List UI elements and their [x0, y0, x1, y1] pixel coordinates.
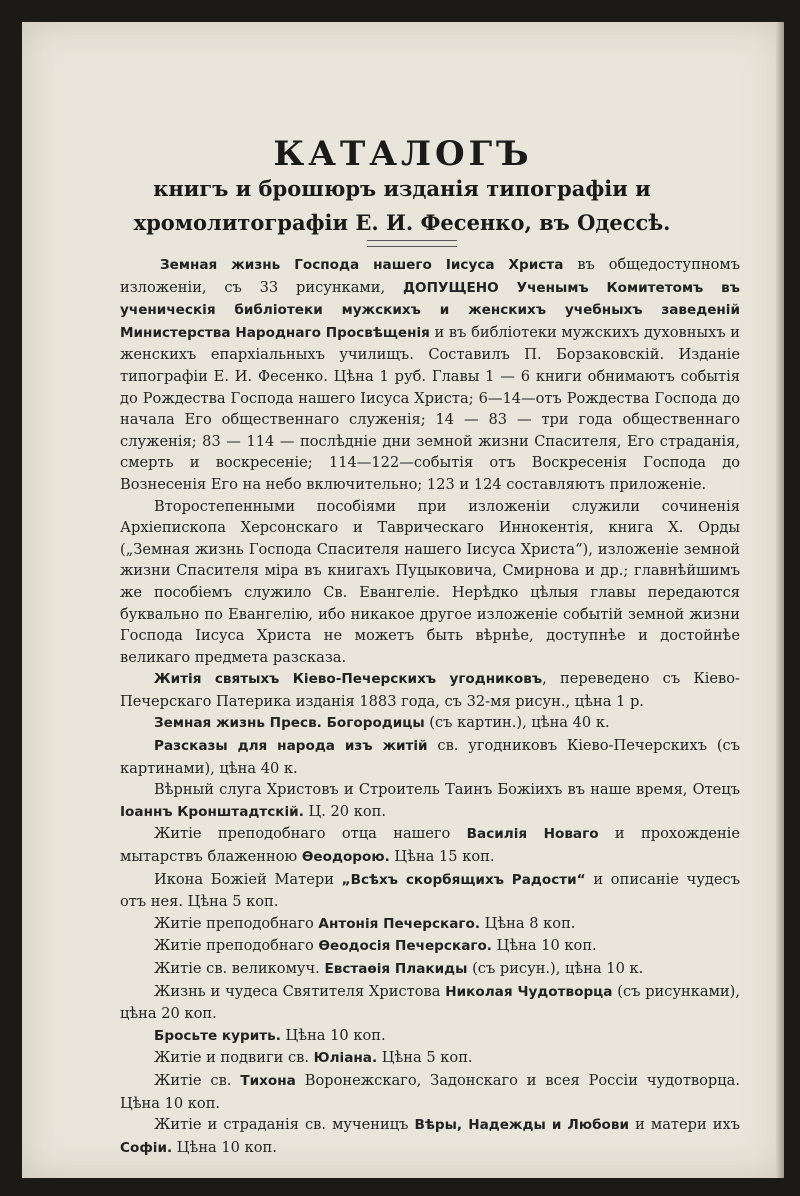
entry-sources-note: Второстепенными пособіями при изложеніи служили сочиненія Архіепископа Херсонскаго и Таврическаго Иннокентія, книга Х. Орды („Земная жизнь Господа Спасителя нашего Іисуса Христа“), изложеніе земной жизни Спасителя міра въ книгахъ Пуцыковича, Смирнова и др.; главнѣйшимъ же пособіемъ служило Св. Евангеліе. Нерѣдко цѣлыя главы передаются буквально по Евангелію, ибо никакое другое изложеніе событій земной жизни Господа Іисуса Христа не можетъ быть вѣрнѣе, доступнѣе и достойнѣе великаго предмета разсказа.: [120, 497, 740, 666]
catalog-subtitle: книгъ и брошюръ изданія типографіи и хромолитографіи Е. И. Фесенко, въ Одессѣ.: [133, 176, 671, 235]
entry-nicholas-wonderworker: Жизнь и чудеса Святителя Христова Николая Чудотворца (съ рисунками), цѣна 20 коп.: [120, 982, 740, 1023]
entry-john-kronstadt: Вѣрный слуга Христовъ и Строитель Таинъ Божіихъ въ наше время, Отецъ Іоаннъ Кронштадтскій. Ц. 20 коп.: [120, 781, 740, 820]
entry-kiev-pechersk-saints: Житія святыхъ Кіево-Печерскихъ угодниковъ, переведено съ Кіево-Печерскаго Патерика изданія 1883 года, съ 32-мя рисун., цѣна 1 р.: [120, 670, 740, 710]
title-divider: [367, 240, 457, 247]
entry-tikhon-zadonsk: Житіе св. Тихона Воронежскаго, Задонскаго и всея Россіи чудотворца. Цѣна 10 коп.: [120, 1071, 740, 1112]
catalog-page: [22, 22, 784, 1178]
entry-julian: Житіе и подвиги св. Юліана. Цѣна 5 коп.: [154, 1049, 473, 1067]
entry-faith-hope-love: Житіе и страданія св. мученицъ Вѣры, Надежды и Любови и матери ихъ Софіи. Цѣна 10 коп.: [120, 1116, 741, 1156]
page-edge: [776, 22, 784, 1178]
entry-anthony-pechersk: Житіе преподобнаго Антонія Печерскаго. Цѣна 8 коп.: [154, 914, 576, 932]
catalog-title: КАТАЛОГЪ: [273, 134, 533, 174]
catalog-body: [120, 254, 740, 1159]
entry-earthly-life-christ: Земная жизнь Господа нашего Іисуса Христа въ общедоступномъ изложеніи, съ 33 рисунками, ДОПУЩЕНО Ученымъ Комитетомъ въ ученическія библіотеки мужскихъ и женскихъ учебныхъ заведеній Министерства Народнаго Просвѣщенія и въ библіотеки мужскихъ духовныхъ и женскихъ епархіальныхъ училищъ. Составилъ П. Борзаковскій. Изданіе типографіи Е. И. Фесенко. Цѣна 1 руб. Главы 1 — 6 книги обнимаютъ событія до Рождества Господа нашего Іисуса Христа; 6—14—отъ Рождества Господа до начала Его общественнаго служенія; 14 — 83 — три года общественнаго служенія; 83 — 114 — послѣдніе дни земной жизни Спасителя, Его страданія, смерть и воскресеніе; 114—122—событія отъ Воскресенія Господа до Вознесенія Его на небо включительно; 123 и 124 составляютъ приложеніе.: [120, 256, 741, 493]
entry-joy-of-all-who-sorrow: Икона Божіей Матери „Всѣхъ скорбящихъ Радости“ и описаніе чудесъ отъ нея. Цѣна 5 коп.: [120, 870, 740, 911]
entry-theodosius-pechersk: Житіе преподобнаго Ѳеодосія Печерскаго. Цѣна 10 коп.: [154, 937, 597, 955]
entry-eustathius-placidas: Житіе св. великомуч. Евстаѳія Плакиды (съ рисун.), цѣна 10 к.: [154, 960, 644, 977]
entry-folk-stories: Разсказы для народа изъ житій св. угодниковъ Кіево-Печерскихъ (съ картинами), цѣна 40 к.: [120, 737, 740, 777]
entry-basil-new: Житіе преподобнаго отца нашего Василія Новаго и прохожденіе мытарствъ блаженною Ѳеодорою. Цѣна 15 коп.: [120, 825, 740, 866]
entry-theotokos-life: Земная жизнь Пресв. Богородицы (съ картин.), цѣна 40 к.: [154, 714, 610, 732]
entry-quit-smoking: Бросьте курить. Цѣна 10 коп.: [154, 1026, 386, 1044]
